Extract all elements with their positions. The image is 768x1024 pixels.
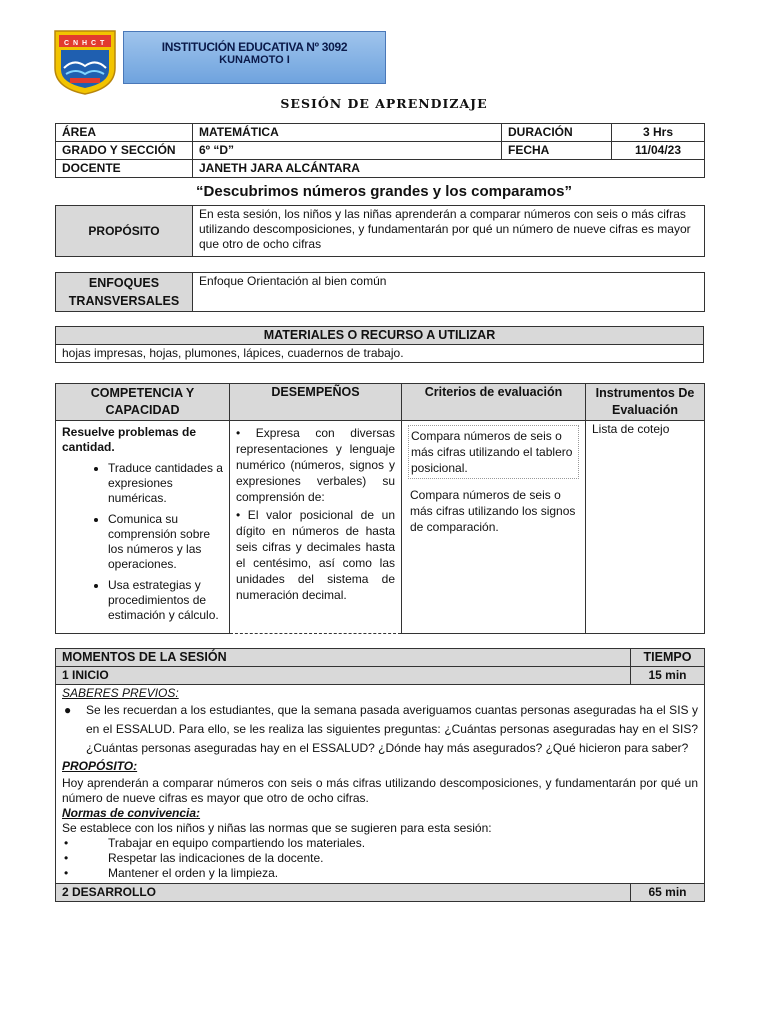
institution-subname: KUNAMOTO I — [219, 54, 290, 66]
desarrollo-time: 65 min — [631, 884, 705, 902]
session-title: “Descubrimos números grandes y los comparamos” — [196, 183, 572, 200]
normas-list — [62, 836, 698, 881]
fecha-label: FECHA — [502, 142, 612, 160]
logo-letter: H — [82, 40, 88, 47]
criterios-header: Criterios de evaluación — [402, 384, 586, 421]
momentos-table — [55, 648, 705, 902]
bullet-icon: ● — [64, 703, 72, 717]
desempeno-item: • El valor posicional de un dígito en números de hasta seis cifras y decimales hasta el centésimo, así como las unidades del sistema de numeración decimal. — [236, 508, 395, 602]
logo-letter: C — [64, 40, 70, 47]
fecha-value: 11/04/23 — [612, 142, 705, 160]
proposito-text: En esta sesión, los niños y las niñas aprenderán a comparar números con seis o más cifras utilizando descomposiciones, y fundamentarán por qué un número de nueve cifras es mayor que otro de ocho cifras — [193, 206, 705, 257]
list-item: • Trabajar en equipo compartiendo los materiales. — [62, 836, 698, 851]
inicio-time: 15 min — [631, 667, 705, 685]
enfoques-label — [56, 273, 193, 312]
enfoques-table — [55, 272, 705, 312]
inicio-label: 1 INICIO — [56, 667, 631, 685]
saberes-label: SABERES PREVIOS: — [62, 686, 179, 700]
desempeno-item: • Expresa con diversas representaciones y lenguaje numérico (números, signos y expresiones verbales) su comprensión de: — [236, 426, 395, 504]
school-crest-logo — [52, 28, 118, 96]
competencia-header: COMPETENCIA Y CAPACIDAD — [56, 384, 230, 421]
info-table — [55, 123, 705, 178]
proposito-table — [55, 205, 705, 257]
list-item: • Usa estrategias y procedimientos de estimación y cálculo. — [108, 578, 223, 623]
docente-value: JANETH JARA ALCÁNTARA — [193, 160, 705, 178]
competencia-cell — [56, 421, 230, 634]
materiales-header: MATERIALES O RECURSO A UTILIZAR — [56, 327, 704, 345]
logo-letter: C — [91, 40, 97, 47]
criterios-cell — [402, 421, 586, 634]
grado-label: GRADO Y SECCIÓN — [56, 142, 193, 160]
desarrollo-label: 2 DESARROLLO — [56, 884, 631, 902]
area-label: ÁREA — [56, 124, 193, 142]
list-item: • Comunica su comprensión sobre los números y las operaciones. — [108, 512, 223, 572]
proposito-label: PROPÓSITO — [56, 206, 193, 257]
instrumentos-header: Instrumentos De Evaluación — [586, 384, 705, 421]
momentos-header: MOMENTOS DE LA SESIÓN — [56, 649, 631, 667]
instrumento-value: Lista de cotejo — [586, 421, 705, 634]
docente-label: DOCENTE — [56, 160, 193, 178]
competencia-title: Resuelve problemas de cantidad. — [62, 425, 197, 454]
materiales-text: hojas impresas, hojas, plumones, lápices, cuadernos de trabajo. — [56, 345, 704, 363]
competencias-table — [55, 383, 705, 634]
logo-letter: T — [100, 40, 105, 47]
normas-intro: Se establece con los niños y niñas las normas que se sugieren para esta sesión: — [62, 821, 492, 835]
criterio-item: Compara números de seis o más cifras utilizando el tablero posicional. — [408, 425, 579, 479]
page-title: SESIÓN DE APRENDIZAJE — [280, 96, 488, 111]
proposito-label-2: PROPÓSITO: — [62, 759, 138, 773]
list-item: • Respetar las indicaciones de la docente. — [62, 851, 698, 866]
desempenos-header: DESEMPEÑOS — [230, 384, 402, 421]
enfoques-label-line2: TRANSVERSALES — [68, 294, 180, 308]
criterio-item: Compara números de seis o más cifras utilizando los signos de comparación. — [410, 488, 576, 534]
inicio-content — [56, 685, 705, 884]
materiales-table — [55, 326, 704, 363]
saberes-text: Se les recuerdan a los estudiantes, que la semana pasada averiguamos cuantas personas aseguradas ha el SIS y en el ESSALUD. Para ello, se les realiza las siguientes preguntas: ¿Cuántas personas aseguradas hay en el SIS? ¿Cuántas personas aseguradas hay en el ESSALUD? ¿Dónde hay más asegurados? ¿Qué hicieron para saber? — [86, 703, 698, 755]
proposito-text-2: Hoy aprenderán a comparar números con seis o más cifras utilizando descomposiciones, y fundamentarán por qué un número de nueve cifras es mayor que otro de ocho cifras. — [62, 776, 698, 805]
saberes-item — [62, 701, 698, 758]
area-value: MATEMÁTICA — [193, 124, 502, 142]
duracion-value: 3 Hrs — [612, 124, 705, 142]
enfoques-label-line1: ENFOQUES — [88, 276, 160, 290]
enfoques-text: Enfoque Orientación al bien común — [193, 273, 705, 312]
desempenos-cell — [230, 421, 402, 634]
grado-value: 6º “D” — [193, 142, 502, 160]
institution-name: INSTITUCIÓN EDUCATIVA Nº 3092 — [161, 40, 348, 54]
capacidades-list — [62, 461, 223, 623]
tiempo-header: TIEMPO — [631, 649, 705, 667]
institution-banner — [123, 31, 386, 84]
normas-label: Normas de convivencia: — [62, 806, 201, 820]
duracion-label: DURACIÓN — [502, 124, 612, 142]
logo-letter: N — [73, 40, 79, 47]
list-item: • Traduce cantidades a expresiones numéricas. — [108, 461, 223, 506]
list-item: • Mantener el orden y la limpieza. — [62, 866, 698, 881]
